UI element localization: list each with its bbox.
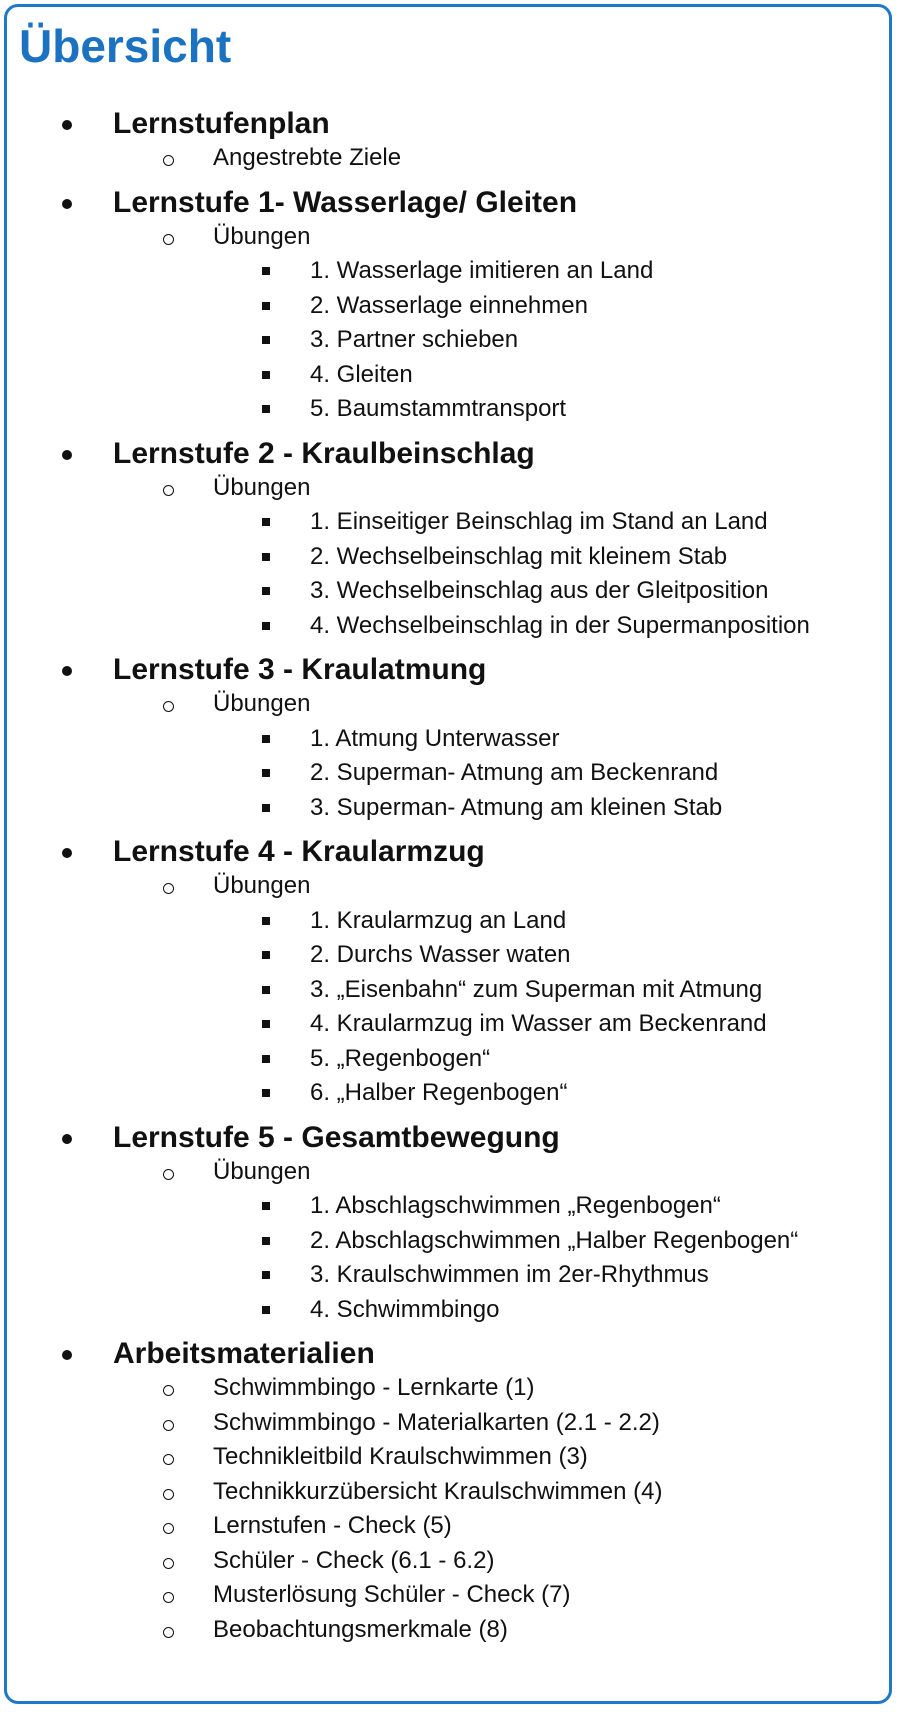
- section-item: [0, 869, 900, 904]
- exercise-item: [0, 938, 900, 973]
- section-heading-text: Lernstufe 3 - Kraulatmung: [113, 653, 487, 686]
- exercise-item-bullet-icon: [262, 769, 270, 777]
- exercise-item-text: 1. Einseitiger Beinschlag im Stand an Land: [310, 508, 768, 535]
- exercise-item-text: 2. Wasserlage einnehmen: [310, 291, 588, 319]
- section-heading: [0, 1121, 900, 1155]
- exercise-item: [0, 1042, 900, 1077]
- page-title: Übersicht: [19, 20, 232, 72]
- exercise-item-text: 1. Abschlagschwimmen „Regenbogen“: [310, 1192, 721, 1219]
- section-item-text: Technikkurzübersicht Kraulschwimmen (4): [213, 1477, 663, 1505]
- exercise-item-bullet-icon: [262, 804, 270, 812]
- section-heading-text: Lernstufenplan: [113, 107, 330, 140]
- exercise-item-text: 6. „Halber Regenbogen“: [310, 1079, 568, 1106]
- exercise-item-bullet-icon: [262, 1055, 270, 1063]
- section-item: [0, 1371, 900, 1406]
- section-item-bullet-icon: [163, 1523, 174, 1534]
- section-item-bullet-icon: [163, 1420, 174, 1431]
- exercise-item: [0, 1258, 900, 1293]
- exercise-item: [0, 722, 900, 757]
- exercise-item-text: 3. Partner schieben: [310, 326, 519, 353]
- section-item-bullet-icon: [163, 155, 174, 166]
- exercise-item-text: 5. Baumstammtransport: [310, 395, 567, 422]
- section-item: [0, 1475, 900, 1510]
- exercise-item-bullet-icon: [262, 1306, 270, 1314]
- exercise-item-text: 3. Kraulschwimmen im 2er-Rhythmus: [310, 1261, 709, 1288]
- exercise-item-bullet-icon: [262, 735, 270, 743]
- exercise-item-bullet-icon: [262, 1271, 270, 1279]
- exercise-item: [0, 1189, 900, 1224]
- section-item-text: Lernstufen - Check (5): [213, 1512, 452, 1539]
- section-item-text: Musterlösung Schüler - Check (7): [213, 1581, 571, 1608]
- section-heading: [0, 437, 900, 471]
- exercise-item-bullet-icon: [262, 1237, 270, 1245]
- section-item-bullet-icon: [163, 701, 174, 712]
- section-item: [0, 1578, 900, 1613]
- section-item: [0, 687, 900, 722]
- exercise-item: [0, 358, 900, 393]
- section-item-text: Schwimmbingo - Materialkarten (2.1 - 2.2): [213, 1408, 660, 1436]
- section-item-text: Schwimmbingo - Lernkarte (1): [213, 1374, 535, 1401]
- section-heading-bullet-icon: [62, 848, 72, 858]
- exercise-item-text: 3. Wechselbeinschlag aus der Gleitposition: [310, 577, 769, 604]
- section-item-text: Beobachtungsmerkmale (8): [213, 1615, 508, 1643]
- exercise-item-bullet-icon: [262, 1020, 270, 1028]
- section-heading-bullet-icon: [62, 450, 72, 460]
- exercise-item: [0, 609, 900, 644]
- exercise-item: [0, 254, 900, 289]
- section-item-text: Übungen: [213, 872, 311, 899]
- section-item: [0, 1613, 900, 1648]
- exercise-item-text: 4. Schwimmbingo: [310, 1295, 500, 1323]
- exercise-item-text: 3. „Eisenbahn“ zum Superman mit Atmung: [310, 975, 763, 1003]
- section-item: [0, 1406, 900, 1441]
- section-item-bullet-icon: [163, 234, 174, 245]
- section-item-bullet-icon: [163, 1489, 174, 1500]
- exercise-item-text: 2. Wechselbeinschlag mit kleinem Stab: [310, 542, 728, 570]
- exercise-item-bullet-icon: [262, 917, 270, 925]
- exercise-item-bullet-icon: [262, 951, 270, 959]
- section-item-bullet-icon: [163, 1454, 174, 1465]
- exercise-item-bullet-icon: [262, 267, 270, 275]
- section-item: [0, 1155, 900, 1190]
- section-item-text: Übungen: [213, 690, 311, 717]
- exercise-item-text: 2. Durchs Wasser waten: [310, 941, 571, 968]
- outline: [0, 95, 900, 1647]
- section-item: [0, 471, 900, 506]
- section-heading-text: Lernstufe 1- Wasserlage/ Gleiten: [113, 185, 578, 219]
- exercise-item-bullet-icon: [262, 405, 270, 413]
- exercise-item: [0, 1293, 900, 1328]
- exercise-item-bullet-icon: [262, 986, 270, 994]
- section-heading-bullet-icon: [62, 120, 72, 130]
- exercise-item-text: 5. „Regenbogen“: [310, 1044, 491, 1072]
- section-item-bullet-icon: [163, 1169, 174, 1180]
- exercise-item-text: 4. Wechselbeinschlag in der Supermanposition: [310, 611, 810, 639]
- section-heading: [0, 653, 900, 687]
- section-item-text: Übungen: [213, 473, 311, 501]
- exercise-item-bullet-icon: [262, 622, 270, 630]
- section-item: [0, 1440, 900, 1475]
- section-item: [0, 220, 900, 255]
- exercise-item-bullet-icon: [262, 553, 270, 561]
- section-heading-bullet-icon: [62, 1350, 72, 1360]
- section-heading-text: Lernstufe 5 - Gesamtbewegung: [113, 1120, 560, 1154]
- exercise-item-bullet-icon: [262, 1202, 270, 1210]
- section-item-text: Schüler - Check (6.1 - 6.2): [213, 1546, 495, 1574]
- exercise-item: [0, 392, 900, 427]
- exercise-item-text: 1. Wasserlage imitieren an Land: [310, 257, 654, 284]
- section-heading-text: Lernstufe 4 - Kraularmzug: [113, 835, 485, 868]
- exercise-item: [0, 756, 900, 791]
- exercise-item: [0, 505, 900, 540]
- section-item-bullet-icon: [163, 1627, 174, 1638]
- exercise-item: [0, 904, 900, 939]
- exercise-item-bullet-icon: [262, 336, 270, 344]
- section-item-text: Übungen: [213, 222, 311, 250]
- exercise-item-text: 3. Superman- Atmung am kleinen Stab: [310, 793, 723, 821]
- exercise-item: [0, 1076, 900, 1111]
- section-item: [0, 141, 900, 176]
- exercise-item: [0, 289, 900, 324]
- section-heading-text: Arbeitsmaterialien: [113, 1337, 375, 1370]
- exercise-item: [0, 323, 900, 358]
- section-item: [0, 1509, 900, 1544]
- section-item-bullet-icon: [163, 1592, 174, 1603]
- exercise-item-text: 1. Kraularmzug an Land: [310, 906, 567, 934]
- exercise-item: [0, 791, 900, 826]
- section-item-bullet-icon: [163, 1385, 174, 1396]
- section-item-bullet-icon: [163, 883, 174, 894]
- exercise-item-text: 2. Superman- Atmung am Beckenrand: [310, 759, 719, 786]
- section-heading-bullet-icon: [62, 666, 72, 676]
- exercise-item-text: 4. Gleiten: [310, 360, 413, 388]
- exercise-item: [0, 1007, 900, 1042]
- exercise-item-bullet-icon: [262, 371, 270, 379]
- section-item: [0, 1544, 900, 1579]
- section-heading: [0, 186, 900, 220]
- section-heading: [0, 1337, 900, 1371]
- section-heading-bullet-icon: [62, 199, 72, 209]
- exercise-item-bullet-icon: [262, 302, 270, 310]
- section-item-text: Angestrebte Ziele: [213, 144, 402, 171]
- exercise-item: [0, 1224, 900, 1259]
- exercise-item-bullet-icon: [262, 587, 270, 595]
- exercise-item: [0, 574, 900, 609]
- section-item-text: Technikleitbild Kraulschwimmen (3): [213, 1443, 588, 1470]
- section-item-bullet-icon: [163, 1558, 174, 1569]
- section-item-text: Übungen: [213, 1157, 311, 1185]
- exercise-item-bullet-icon: [262, 518, 270, 526]
- exercise-item-text: 4. Kraularmzug im Wasser am Beckenrand: [310, 1010, 767, 1037]
- exercise-item-text: 2. Abschlagschwimmen „Halber Regenbogen“: [310, 1226, 799, 1254]
- exercise-item-bullet-icon: [262, 1089, 270, 1097]
- section-heading: [0, 107, 900, 141]
- section-heading: [0, 835, 900, 869]
- exercise-item: [0, 973, 900, 1008]
- section-heading-text: Lernstufe 2 - Kraulbeinschlag: [113, 436, 535, 470]
- exercise-item: [0, 540, 900, 575]
- section-heading-bullet-icon: [62, 1134, 72, 1144]
- exercise-item-text: 1. Atmung Unterwasser: [310, 724, 560, 752]
- section-item-bullet-icon: [163, 485, 174, 496]
